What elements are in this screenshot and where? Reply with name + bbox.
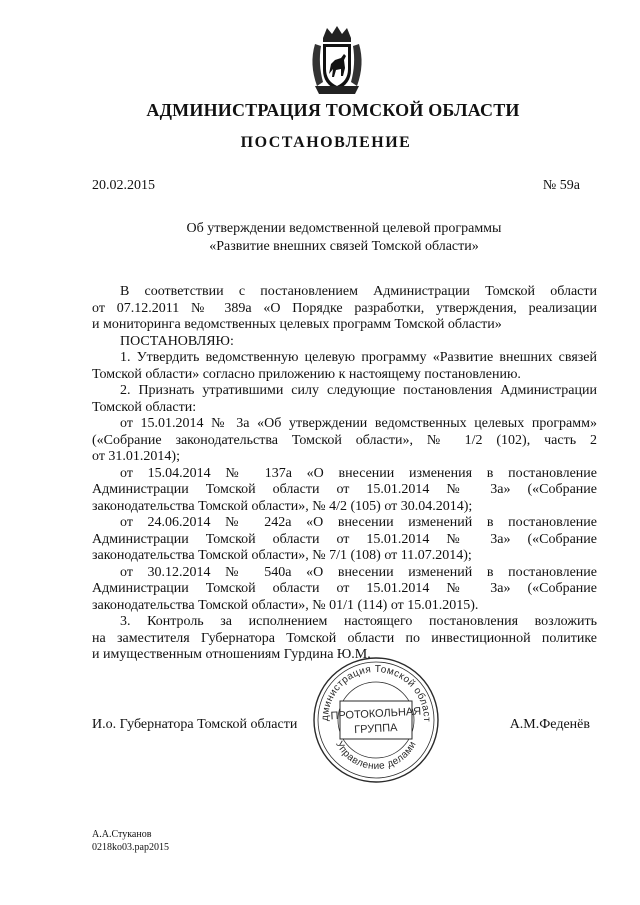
item-2-line: Томской области: bbox=[92, 399, 197, 415]
repeal-3-line: Администрации Томской области от 15.01.2014 № 3а» («Собрание bbox=[92, 531, 597, 547]
coat-of-arms-icon bbox=[301, 24, 373, 96]
repeal-3-line: от 24.06.2014 № 242а «О внесении изменений в постановление bbox=[120, 515, 597, 530]
item-3-line: и имущественным отношениям Гурдина Ю.М. bbox=[92, 647, 371, 662]
intro-line: В соответствии с постановлением Администрации Томской области bbox=[120, 284, 597, 299]
signatory-position: И.о. Губернатора Томской области bbox=[92, 717, 298, 732]
footer-author: А.А.Стуканов bbox=[92, 829, 152, 840]
repeal-4-line: законодательства Томской области», № 01/1 (114) от 15.01.2015). bbox=[92, 597, 479, 613]
item-3-line: на заместителя Губернатора Томской области по инвестиционной политике bbox=[92, 630, 597, 646]
item-3-line: 3. Контроль за исполнением настоящего постановления возложить bbox=[120, 614, 597, 629]
subject-line: Об утверждении ведомственной целевой программы bbox=[186, 221, 502, 236]
item-2-line: 2. Признать утратившими силу следующие постановления Администрации bbox=[120, 383, 597, 398]
stamp-center-line-2: ГРУППА bbox=[353, 721, 398, 737]
stamp-ring-top: дминистрация Томской област bbox=[319, 663, 433, 723]
decree-word: ПОСТАНОВЛЯЮ: bbox=[120, 333, 234, 349]
signatory-name: А.М.Феденёв bbox=[509, 717, 590, 732]
stamp-center-line-1: ПРОТОКОЛЬНАЯ bbox=[330, 705, 422, 723]
repeal-4-line: Администрации Томской области от 15.01.2014 № 3а» («Собрание bbox=[92, 581, 597, 596]
stamp-ring-bottom: Управление делами bbox=[333, 739, 419, 773]
footer bbox=[92, 828, 169, 854]
footer-file: 0218ko03.pap2015 bbox=[92, 842, 169, 853]
official-stamp bbox=[310, 655, 442, 785]
document-type: ПОСТАНОВЛЕНИЕ bbox=[240, 134, 412, 151]
organization-title: АДМИНИСТРАЦИЯ ТОМСКОЙ ОБЛАСТИ bbox=[146, 100, 520, 120]
item-1-line: Томской области» согласно приложению к настоящему постановлению. bbox=[92, 366, 521, 382]
document-body bbox=[92, 284, 597, 664]
document-date: 20.02.2015 bbox=[92, 178, 155, 193]
document-subject bbox=[24, 220, 640, 256]
intro-line: от 07.12.2011 № 389а «О Порядке разработки, утверждения, реализации bbox=[92, 300, 597, 316]
document-number: № 59а bbox=[542, 178, 580, 193]
repeal-2-line: от 15.04.2014 № 137а «О внесении изменения в постановление bbox=[120, 465, 597, 481]
subject-line: «Развитие внешних связей Томской области» bbox=[209, 239, 479, 254]
repeal-2-line: Администрации Томской области от 15.01.2014 № 3а» («Собрание bbox=[92, 482, 597, 497]
intro-line: и мониторинга ведомственных целевых программ Томской области» bbox=[92, 317, 502, 332]
item-1-line: 1. Утвердить ведомственную целевую программу «Развитие внешних связей bbox=[120, 350, 597, 365]
repeal-1-line: от 15.01.2014 № 3а «Об утверждении ведомственных целевых программ» bbox=[120, 416, 597, 431]
repeal-2-line: законодательства Томской области», № 4/2 (105) от 30.04.2014); bbox=[92, 498, 473, 514]
repeal-3-line: законодательства Томской области», № 7/1 (108) от 11.07.2014); bbox=[92, 548, 472, 563]
repeal-1-line: от 31.01.2014); bbox=[92, 449, 180, 464]
repeal-1-line: («Собрание законодательства Томской области», № 1/2 (102), часть 2 bbox=[92, 432, 597, 448]
repeal-4-line: от 30.12.2014 № 540а «О внесении изменений в постановление bbox=[120, 564, 597, 580]
svg-text:Управление делами bbox=[333, 740, 418, 773]
